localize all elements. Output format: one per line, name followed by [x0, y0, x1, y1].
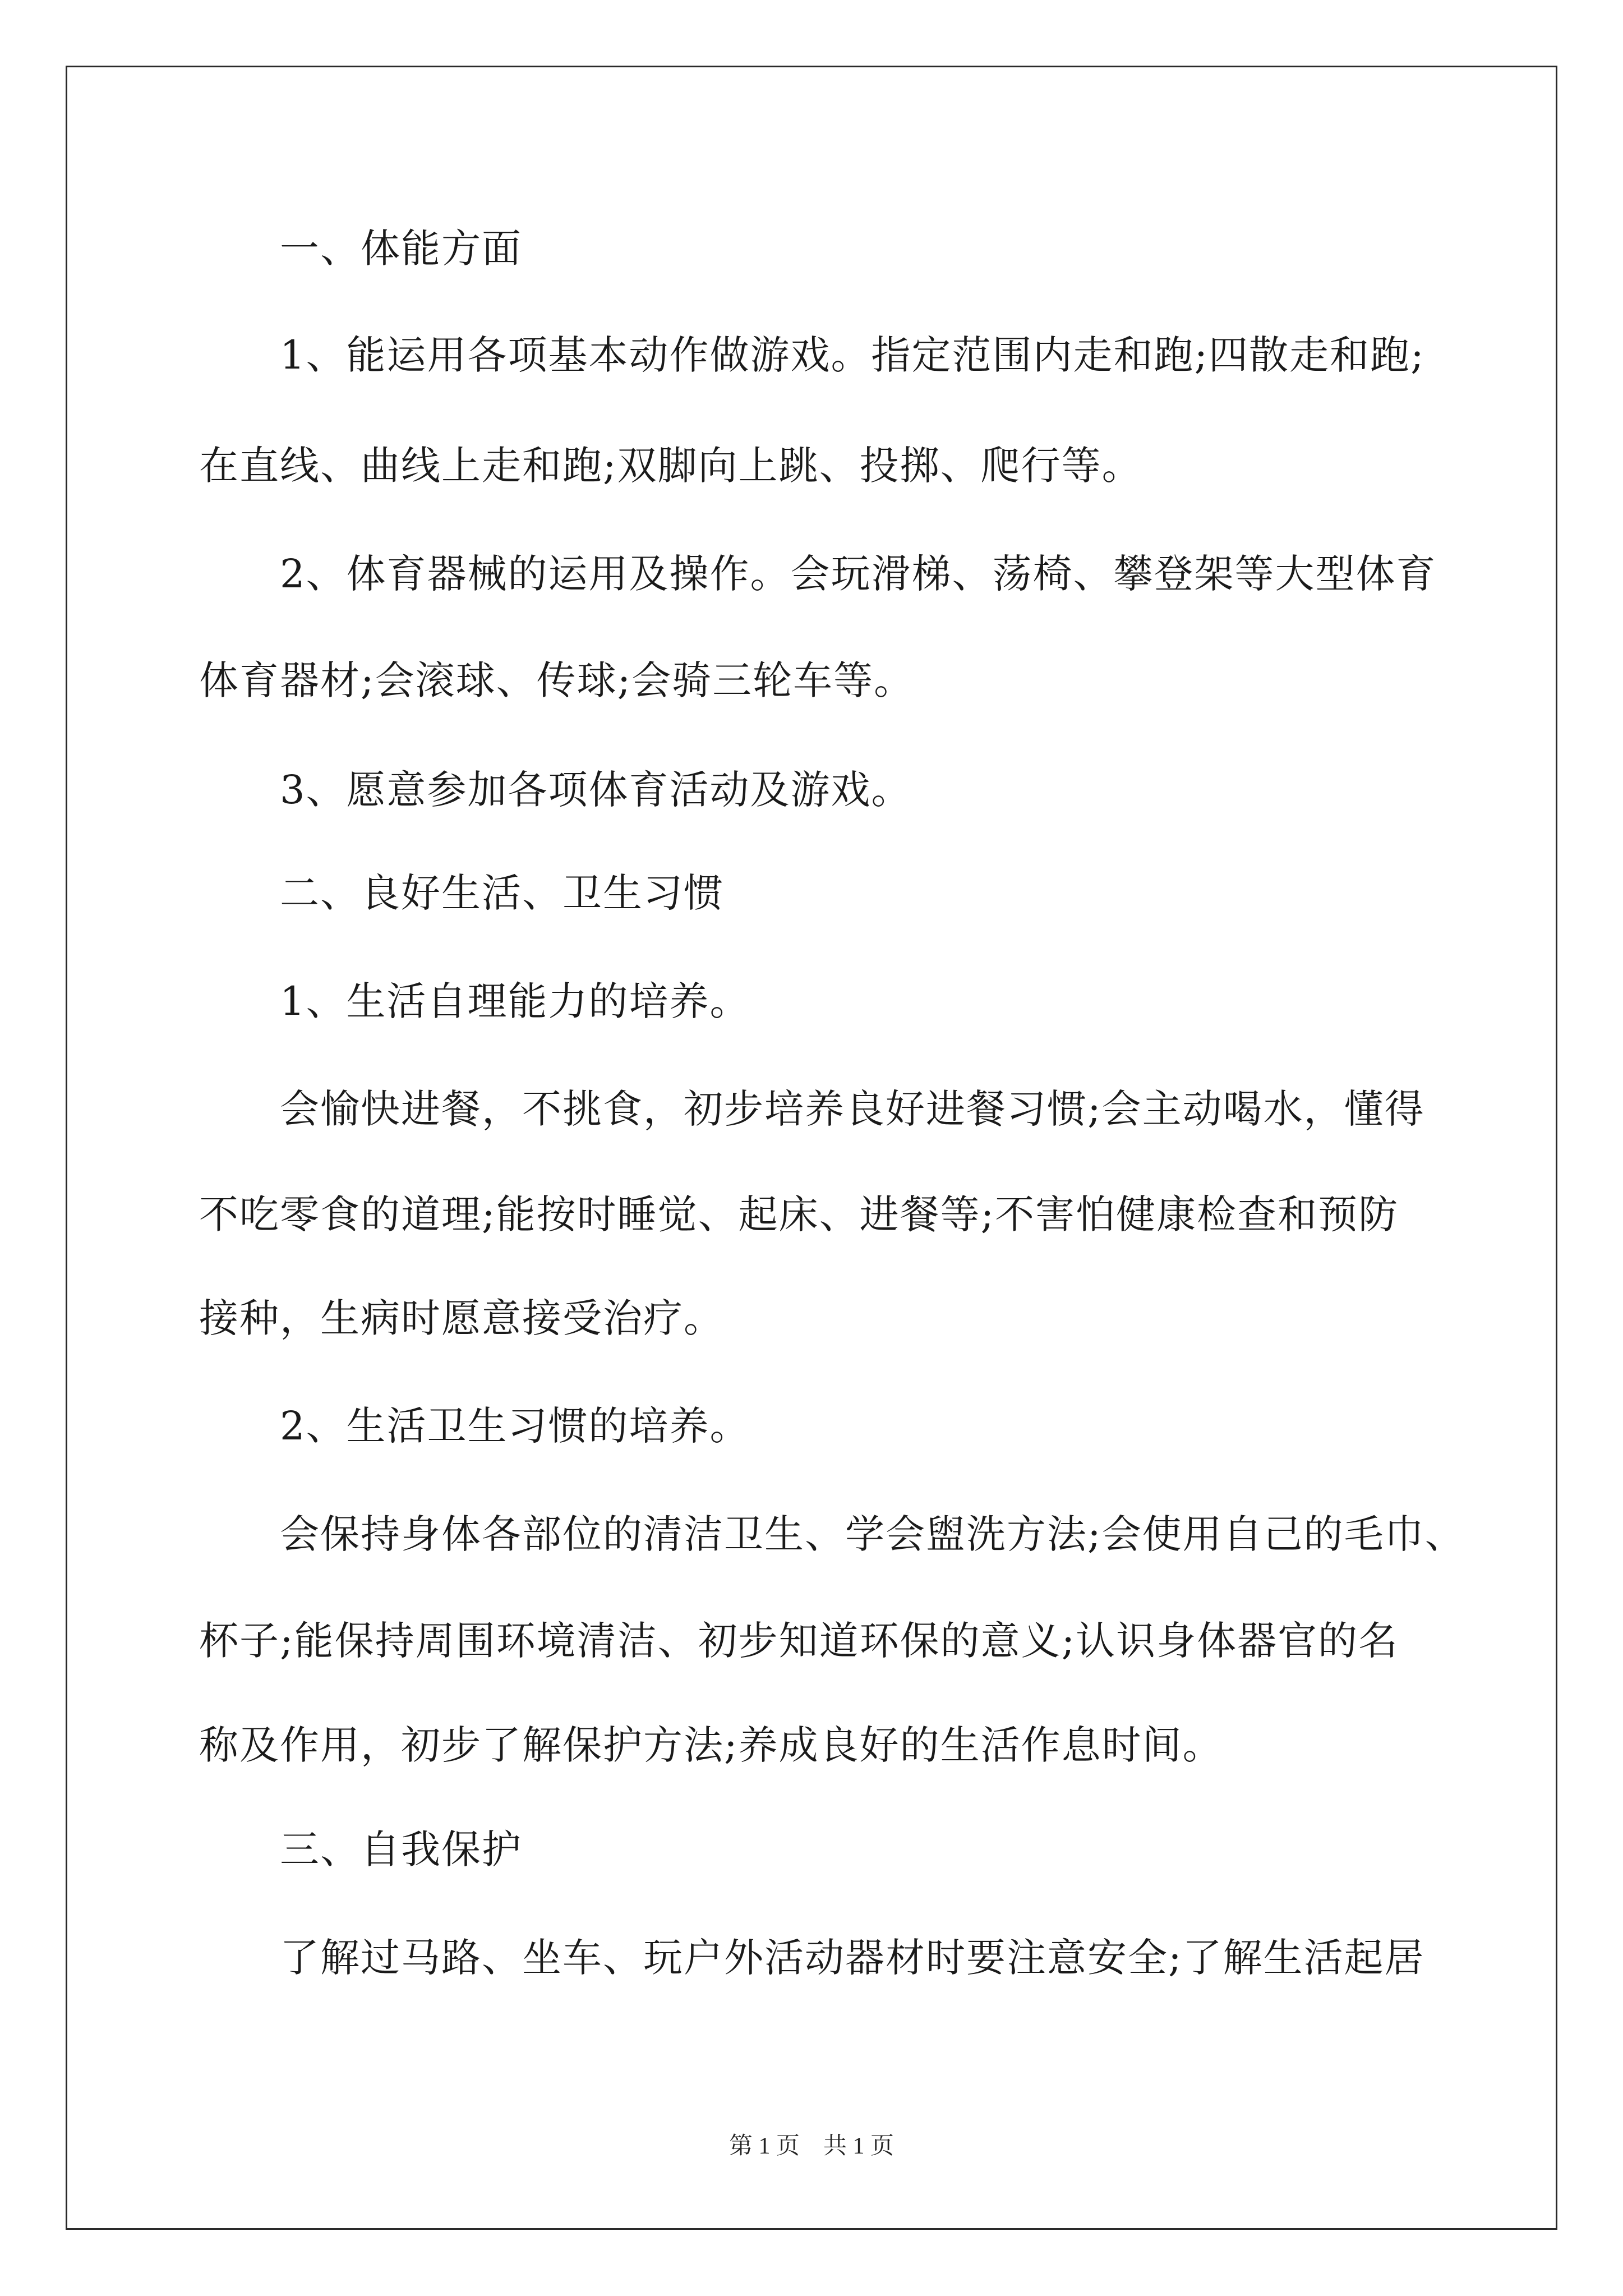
- page-frame: [66, 66, 1557, 2230]
- paragraph-line: 2、生活卫生习惯的培养。: [199, 1403, 750, 1449]
- paragraph-line: 3、愿意参加各项体育活动及游戏。: [199, 767, 912, 813]
- paragraph-line: 杯子;能保持周围环境清洁、初步知道环保的意义;认识身体器官的名: [199, 1618, 1399, 1664]
- paragraph-line: 称及作用，初步了解保护方法;养成良好的生活作息时间。: [199, 1722, 1223, 1768]
- paragraph-line: 了解过马路、坐车、玩户外活动器材时要注意安全;了解生活起居: [199, 1935, 1425, 1981]
- heading-physical: 一、体能方面: [199, 226, 522, 272]
- paragraph-line: 会保持身体各部位的清洁卫生、学会盥洗方法;会使用自己的毛巾、: [199, 1511, 1465, 1557]
- paragraph-line: 体育器材;会滚球、传球;会骑三轮车等。: [199, 657, 915, 703]
- heading-self-protection: 三、自我保护: [199, 1826, 522, 1872]
- paragraph-line: 2、体育器械的运用及操作。会玩滑梯、荡椅、攀登架等大型体育: [199, 551, 1437, 597]
- paragraph-line: 接种，生病时愿意接受治疗。: [199, 1295, 724, 1341]
- paragraph-line: 1、生活自理能力的培养。: [199, 978, 750, 1024]
- paragraph-line: 1、能运用各项基本动作做游戏。指定范围内走和跑;四散走和跑;: [199, 332, 1425, 378]
- paragraph-line: 会愉快进餐，不挑食，初步培养良好进餐习惯;会主动喝水，懂得: [199, 1086, 1425, 1132]
- paragraph-line: 在直线、曲线上走和跑;双脚向上跳、投掷、爬行等。: [199, 443, 1142, 489]
- page-number-footer: 第 1 页 共 1 页: [728, 2133, 894, 2159]
- heading-hygiene: 二、良好生活、卫生习惯: [199, 870, 724, 916]
- paragraph-line: 不吃零食的道理;能按时睡觉、起床、进餐等;不害怕健康检查和预防: [199, 1191, 1399, 1237]
